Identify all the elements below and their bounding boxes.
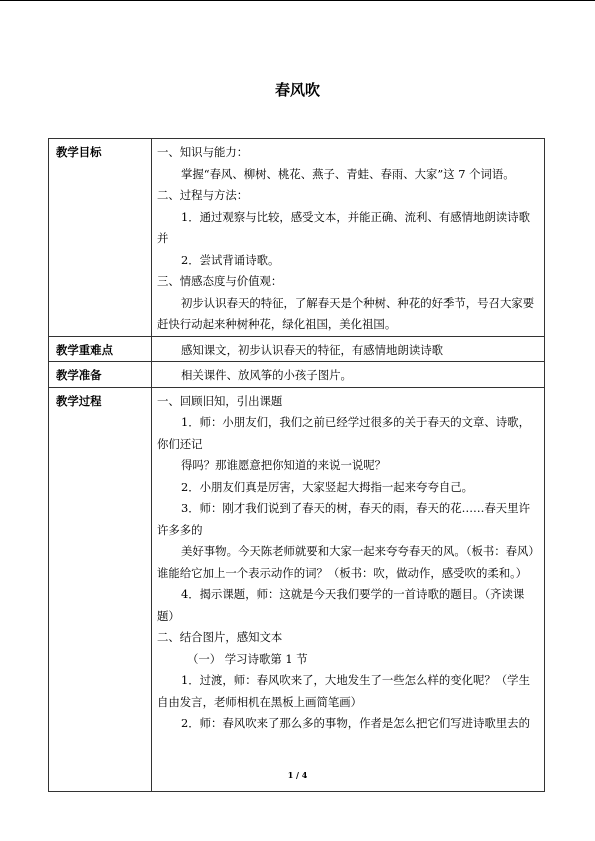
table-row-process xyxy=(49,387,545,791)
objectives-content xyxy=(152,139,545,337)
page-title: 春风吹 xyxy=(274,81,320,99)
text-line: 1．师：小朋友们，我们之前已经学过很多的关于春天的文章、诗歌，你们还记 xyxy=(157,415,530,451)
preparation-content xyxy=(152,362,545,388)
text-line: 4．揭示课题，师：这就是今天我们要学的一首诗歌的题目。（齐读课题） xyxy=(157,587,525,623)
text-line: 得吗？那谁愿意把你知道的来说一说呢？ xyxy=(181,458,387,472)
text-line: （一） 学习诗歌第 1 节 xyxy=(187,651,308,666)
text-line: 一、知识与能力： xyxy=(157,145,249,159)
text-line: 掌握“春风、柳树、桃花、燕子、青蛙、春雨、大家”这 7 个词语。 xyxy=(181,166,515,181)
text-line: 感知课文，初步认识春天的特征，有感情地朗读诗歌 xyxy=(181,342,443,357)
text-line: 2．尝试背诵诗歌。 xyxy=(181,252,280,267)
text-line: 2．师：春风吹来了那么多的事物，作者是怎么把它们写进诗歌里去的 xyxy=(181,716,530,730)
text-line: 二、结合图片，感知文本 xyxy=(157,630,283,644)
text-line: 初步认识春天的特征，了解春天是个种树、种花的好季节，号召大家要赶快行动起来种树种花，绿化祖国，美化祖国。 xyxy=(157,295,535,331)
key-points-content xyxy=(152,336,545,362)
text-line: 三、情感态度与价值观： xyxy=(157,274,283,288)
row-label: 教学准备 xyxy=(49,362,152,388)
text-line: 二、过程与方法： xyxy=(157,188,249,202)
row-label: 教学重难点 xyxy=(49,336,152,362)
text-line: 1．过渡，师：春风吹来了，大地发生了一些怎么样的变化呢？（学生自由发言，老师相机在黑板上画简笔画） xyxy=(157,673,530,709)
text-line: 1．通过观察与比较，感受文本，并能正确、流利、有感情地朗读诗歌并 xyxy=(157,209,530,245)
row-label: 教学目标 xyxy=(49,139,152,337)
text-line: 3．师：刚才我们说到了春天的树，春天的雨，春天的花……春天里许许多多的 xyxy=(157,501,530,537)
page-number: 1 / 4 xyxy=(287,770,308,780)
text-line: 相关课件、放风筝的小孩子图片。 xyxy=(181,368,352,382)
text-line: 2．小朋友们真是厉害，大家竖起大拇指一起来夸夸自己。 xyxy=(181,479,474,494)
text-line: 一、回顾旧知，引出课题 xyxy=(157,393,283,408)
process-content xyxy=(152,387,545,791)
table-row-preparation xyxy=(49,362,545,388)
lesson-plan-table xyxy=(48,138,545,792)
row-label: 教学过程 xyxy=(49,387,152,791)
header-rule xyxy=(0,0,595,1)
table-row-key-points xyxy=(49,336,545,362)
text-line: 美好事物。今天陈老师就要和大家一起来夸夸春天的风。（板书：春风）谁能给它加上一个表示动作的词？（板书：吹，做动作，感受吹的柔和。） xyxy=(157,544,535,580)
table-row-objectives xyxy=(49,139,545,337)
